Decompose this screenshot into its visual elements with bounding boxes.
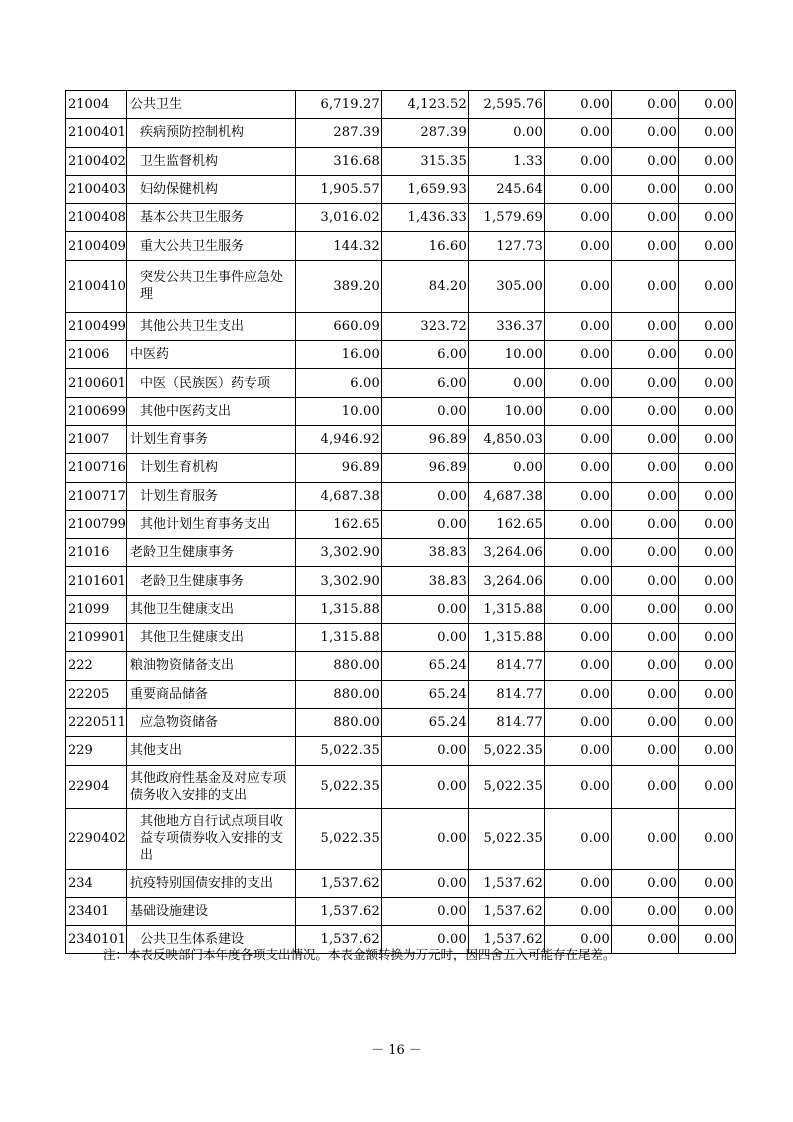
row-value: 0.00 xyxy=(469,119,545,147)
row-code: 2100402 xyxy=(66,147,127,175)
row-value: 389.20 xyxy=(296,260,382,312)
row-value: 65.24 xyxy=(382,652,469,680)
row-value: 1,537.62 xyxy=(296,926,382,954)
table-row xyxy=(66,91,736,119)
row-name: 妇幼保健机构 xyxy=(127,175,296,203)
table-row xyxy=(66,175,736,203)
row-code: 234 xyxy=(66,869,127,897)
row-value: 10.00 xyxy=(469,397,545,425)
row-value: 0.00 xyxy=(612,539,679,567)
row-value: 0.00 xyxy=(545,232,612,260)
table-row xyxy=(66,737,736,765)
row-value: 0.00 xyxy=(612,91,679,119)
row-value: 96.89 xyxy=(382,454,469,482)
row-value: 1,659.93 xyxy=(382,175,469,203)
table-body xyxy=(66,91,736,954)
row-name: 基础设施建设 xyxy=(127,897,296,925)
row-value: 814.77 xyxy=(469,652,545,680)
row-value: 0.00 xyxy=(545,204,612,232)
row-value: 1,905.57 xyxy=(296,175,382,203)
row-name: 卫生监督机构 xyxy=(127,147,296,175)
row-value: 660.09 xyxy=(296,312,382,340)
table-row xyxy=(66,425,736,453)
row-name: 公共卫生 xyxy=(127,91,296,119)
row-code: 2100499 xyxy=(66,312,127,340)
row-value: 0.00 xyxy=(679,808,736,869)
row-value: 162.65 xyxy=(469,510,545,538)
row-value: 0.00 xyxy=(612,147,679,175)
row-code: 2290402 xyxy=(66,808,127,869)
row-value: 0.00 xyxy=(545,595,612,623)
table-row xyxy=(66,147,736,175)
row-value: 0.00 xyxy=(545,897,612,925)
row-value: 10.00 xyxy=(469,341,545,369)
row-value: 0.00 xyxy=(612,708,679,736)
row-value: 0.00 xyxy=(469,454,545,482)
row-value: 0.00 xyxy=(545,425,612,453)
row-value: 6.00 xyxy=(382,369,469,397)
row-value: 3,016.02 xyxy=(296,204,382,232)
row-value: 4,850.03 xyxy=(469,425,545,453)
row-code: 2340101 xyxy=(66,926,127,954)
row-value: 0.00 xyxy=(679,425,736,453)
table-row xyxy=(66,680,736,708)
row-name: 计划生育机构 xyxy=(127,454,296,482)
row-value: 287.39 xyxy=(296,119,382,147)
row-value: 287.39 xyxy=(382,119,469,147)
row-value: 0.00 xyxy=(382,737,469,765)
table-row xyxy=(66,539,736,567)
row-value: 0.00 xyxy=(612,680,679,708)
row-value: 0.00 xyxy=(612,510,679,538)
table-row xyxy=(66,454,736,482)
table-row xyxy=(66,624,736,652)
row-value: 5,022.35 xyxy=(469,737,545,765)
row-value: 0.00 xyxy=(679,175,736,203)
row-value: 0.00 xyxy=(612,397,679,425)
row-code: 2100799 xyxy=(66,510,127,538)
row-value: 0.00 xyxy=(679,737,736,765)
row-value: 96.89 xyxy=(296,454,382,482)
row-value: 0.00 xyxy=(612,624,679,652)
row-code: 2100717 xyxy=(66,482,127,510)
row-name: 老龄卫生健康事务 xyxy=(127,567,296,595)
row-value: 0.00 xyxy=(679,539,736,567)
row-value: 0.00 xyxy=(545,175,612,203)
row-value: 0.00 xyxy=(545,147,612,175)
row-value: 1,537.62 xyxy=(296,869,382,897)
row-value: 3,302.90 xyxy=(296,567,382,595)
table-row xyxy=(66,119,736,147)
row-value: 245.64 xyxy=(469,175,545,203)
row-value: 336.37 xyxy=(469,312,545,340)
row-name: 抗疫特别国债安排的支出 xyxy=(127,869,296,897)
row-value: 96.89 xyxy=(382,425,469,453)
row-value: 0.00 xyxy=(679,147,736,175)
table-row xyxy=(66,869,736,897)
row-name: 公共卫生体系建设 xyxy=(127,926,296,954)
row-code: 22904 xyxy=(66,765,127,808)
row-value: 0.00 xyxy=(545,869,612,897)
row-value: 315.35 xyxy=(382,147,469,175)
row-value: 316.68 xyxy=(296,147,382,175)
row-value: 0.00 xyxy=(679,926,736,954)
row-value: 0.00 xyxy=(612,595,679,623)
row-value: 0.00 xyxy=(679,204,736,232)
row-value: 0.00 xyxy=(382,926,469,954)
row-name: 粮油物资储备支出 xyxy=(127,652,296,680)
row-code: 2100601 xyxy=(66,369,127,397)
row-code: 2220511 xyxy=(66,708,127,736)
row-value: 127.73 xyxy=(469,232,545,260)
row-code: 229 xyxy=(66,737,127,765)
row-value: 0.00 xyxy=(679,897,736,925)
row-value: 0.00 xyxy=(679,510,736,538)
row-value: 0.00 xyxy=(545,539,612,567)
expenditure-table xyxy=(65,90,736,954)
row-value: 0.00 xyxy=(612,765,679,808)
row-value: 0.00 xyxy=(612,119,679,147)
row-code: 2100409 xyxy=(66,232,127,260)
row-value: 0.00 xyxy=(382,869,469,897)
row-value: 0.00 xyxy=(382,765,469,808)
row-value: 0.00 xyxy=(612,869,679,897)
row-value: 1.33 xyxy=(469,147,545,175)
table-row xyxy=(66,765,736,808)
row-value: 0.00 xyxy=(679,708,736,736)
row-name: 重要商品储备 xyxy=(127,680,296,708)
row-value: 0.00 xyxy=(679,369,736,397)
row-value: 0.00 xyxy=(679,624,736,652)
row-code: 2100401 xyxy=(66,119,127,147)
row-value: 5,022.35 xyxy=(469,765,545,808)
row-code: 222 xyxy=(66,652,127,680)
row-value: 0.00 xyxy=(679,312,736,340)
table-row xyxy=(66,897,736,925)
row-value: 6.00 xyxy=(296,369,382,397)
row-value: 0.00 xyxy=(612,425,679,453)
row-value: 0.00 xyxy=(545,312,612,340)
row-value: 16.00 xyxy=(296,341,382,369)
row-value: 0.00 xyxy=(545,567,612,595)
row-value: 0.00 xyxy=(545,260,612,312)
row-name: 基本公共卫生服务 xyxy=(127,204,296,232)
table-row xyxy=(66,312,736,340)
row-value: 814.77 xyxy=(469,708,545,736)
table-row xyxy=(66,232,736,260)
page-number: － 16 － xyxy=(371,1043,422,1058)
row-code: 2109901 xyxy=(66,624,127,652)
row-value: 1,436.33 xyxy=(382,204,469,232)
row-name: 中医药 xyxy=(127,341,296,369)
row-value: 0.00 xyxy=(382,624,469,652)
row-value: 1,537.62 xyxy=(469,869,545,897)
row-value: 0.00 xyxy=(382,397,469,425)
row-name: 老龄卫生健康事务 xyxy=(127,539,296,567)
row-value: 65.24 xyxy=(382,680,469,708)
row-value: 880.00 xyxy=(296,708,382,736)
row-value: 0.00 xyxy=(469,369,545,397)
row-value: 880.00 xyxy=(296,680,382,708)
row-code: 21006 xyxy=(66,341,127,369)
row-value: 0.00 xyxy=(545,652,612,680)
row-value: 0.00 xyxy=(679,232,736,260)
row-value: 0.00 xyxy=(679,119,736,147)
row-value: 1,315.88 xyxy=(296,595,382,623)
row-value: 0.00 xyxy=(679,765,736,808)
table-row xyxy=(66,510,736,538)
row-value: 0.00 xyxy=(612,175,679,203)
row-value: 144.32 xyxy=(296,232,382,260)
row-value: 0.00 xyxy=(679,260,736,312)
row-value: 1,315.88 xyxy=(469,595,545,623)
row-value: 0.00 xyxy=(545,91,612,119)
row-value: 0.00 xyxy=(679,595,736,623)
row-value: 5,022.35 xyxy=(469,808,545,869)
row-value: 0.00 xyxy=(612,312,679,340)
row-value: 0.00 xyxy=(679,341,736,369)
row-value: 0.00 xyxy=(679,869,736,897)
row-code: 21016 xyxy=(66,539,127,567)
row-value: 3,264.06 xyxy=(469,567,545,595)
row-value: 16.60 xyxy=(382,232,469,260)
row-value: 0.00 xyxy=(612,454,679,482)
row-value: 4,123.52 xyxy=(382,91,469,119)
row-value: 0.00 xyxy=(612,260,679,312)
row-value: 5,022.35 xyxy=(296,737,382,765)
row-value: 0.00 xyxy=(679,482,736,510)
table-row xyxy=(66,567,736,595)
row-code: 2100410 xyxy=(66,260,127,312)
row-name: 计划生育事务 xyxy=(127,425,296,453)
row-code: 23401 xyxy=(66,897,127,925)
table-row xyxy=(66,341,736,369)
row-value: 0.00 xyxy=(679,397,736,425)
row-name: 其他地方自行试点项目收益专项债券收入安排的支出 xyxy=(127,808,296,869)
row-code: 2100716 xyxy=(66,454,127,482)
row-value: 0.00 xyxy=(612,652,679,680)
row-code: 22205 xyxy=(66,680,127,708)
row-value: 323.72 xyxy=(382,312,469,340)
row-value: 0.00 xyxy=(612,926,679,954)
table-row xyxy=(66,204,736,232)
row-value: 4,946.92 xyxy=(296,425,382,453)
row-name: 其他卫生健康支出 xyxy=(127,624,296,652)
row-value: 4,687.38 xyxy=(296,482,382,510)
row-code: 2100699 xyxy=(66,397,127,425)
row-value: 38.83 xyxy=(382,567,469,595)
row-value: 0.00 xyxy=(545,510,612,538)
row-value: 0.00 xyxy=(612,369,679,397)
row-code: 21099 xyxy=(66,595,127,623)
row-value: 3,302.90 xyxy=(296,539,382,567)
row-name: 其他计划生育事务支出 xyxy=(127,510,296,538)
row-code: 21007 xyxy=(66,425,127,453)
row-code: 2100403 xyxy=(66,175,127,203)
row-value: 0.00 xyxy=(612,567,679,595)
row-value: 0.00 xyxy=(679,652,736,680)
row-value: 0.00 xyxy=(679,454,736,482)
row-code: 2101601 xyxy=(66,567,127,595)
row-value: 0.00 xyxy=(545,926,612,954)
table-row xyxy=(66,369,736,397)
row-value: 6.00 xyxy=(382,341,469,369)
row-name: 突发公共卫生事件应急处理 xyxy=(127,260,296,312)
row-value: 65.24 xyxy=(382,708,469,736)
row-value: 0.00 xyxy=(545,708,612,736)
table-note: 注：本表反映部门本年度各项支出情况。本表金额转换为万元时，因四舍五入可能存在尾差。 xyxy=(103,947,616,962)
row-value: 0.00 xyxy=(382,808,469,869)
row-value: 1,537.62 xyxy=(469,926,545,954)
row-value: 0.00 xyxy=(545,765,612,808)
row-value: 0.00 xyxy=(545,482,612,510)
table-row xyxy=(66,397,736,425)
row-name: 其他政府性基金及对应专项债务收入安排的支出 xyxy=(127,765,296,808)
row-name: 其他卫生健康支出 xyxy=(127,595,296,623)
row-value: 1,537.62 xyxy=(296,897,382,925)
row-value: 0.00 xyxy=(612,897,679,925)
row-value: 0.00 xyxy=(545,808,612,869)
row-value: 6,719.27 xyxy=(296,91,382,119)
row-value: 2,595.76 xyxy=(469,91,545,119)
row-value: 0.00 xyxy=(545,680,612,708)
row-value: 0.00 xyxy=(679,680,736,708)
row-value: 0.00 xyxy=(545,369,612,397)
row-value: 38.83 xyxy=(382,539,469,567)
row-value: 0.00 xyxy=(545,341,612,369)
row-value: 0.00 xyxy=(382,595,469,623)
row-name: 其他公共卫生支出 xyxy=(127,312,296,340)
table-row xyxy=(66,708,736,736)
table-row xyxy=(66,482,736,510)
row-value: 1,579.69 xyxy=(469,204,545,232)
row-name: 应急物资储备 xyxy=(127,708,296,736)
row-value: 814.77 xyxy=(469,680,545,708)
row-value: 0.00 xyxy=(612,808,679,869)
row-value: 10.00 xyxy=(296,397,382,425)
row-name: 重大公共卫生服务 xyxy=(127,232,296,260)
table-row xyxy=(66,260,736,312)
table-row xyxy=(66,595,736,623)
row-value: 1,315.88 xyxy=(296,624,382,652)
row-value: 5,022.35 xyxy=(296,808,382,869)
row-value: 84.20 xyxy=(382,260,469,312)
row-value: 3,264.06 xyxy=(469,539,545,567)
row-name: 其他中医药支出 xyxy=(127,397,296,425)
row-value: 0.00 xyxy=(545,737,612,765)
row-name: 疾病预防控制机构 xyxy=(127,119,296,147)
row-value: 0.00 xyxy=(545,624,612,652)
row-value: 1,315.88 xyxy=(469,624,545,652)
row-name: 其他支出 xyxy=(127,737,296,765)
row-value: 0.00 xyxy=(382,482,469,510)
table-row xyxy=(66,652,736,680)
row-value: 880.00 xyxy=(296,652,382,680)
row-value: 0.00 xyxy=(679,567,736,595)
row-value: 0.00 xyxy=(545,397,612,425)
row-value: 0.00 xyxy=(382,897,469,925)
row-value: 1,537.62 xyxy=(469,897,545,925)
row-value: 0.00 xyxy=(545,454,612,482)
row-value: 0.00 xyxy=(612,341,679,369)
row-value: 4,687.38 xyxy=(469,482,545,510)
row-code: 2100408 xyxy=(66,204,127,232)
row-value: 0.00 xyxy=(612,204,679,232)
row-value: 0.00 xyxy=(545,119,612,147)
row-code: 21004 xyxy=(66,91,127,119)
table-row xyxy=(66,808,736,869)
row-value: 0.00 xyxy=(382,510,469,538)
row-value: 305.00 xyxy=(469,260,545,312)
row-name: 计划生育服务 xyxy=(127,482,296,510)
row-name: 中医（民族医）药专项 xyxy=(127,369,296,397)
row-value: 162.65 xyxy=(296,510,382,538)
row-value: 5,022.35 xyxy=(296,765,382,808)
row-value: 0.00 xyxy=(679,91,736,119)
row-value: 0.00 xyxy=(612,482,679,510)
row-value: 0.00 xyxy=(612,232,679,260)
row-value: 0.00 xyxy=(612,737,679,765)
